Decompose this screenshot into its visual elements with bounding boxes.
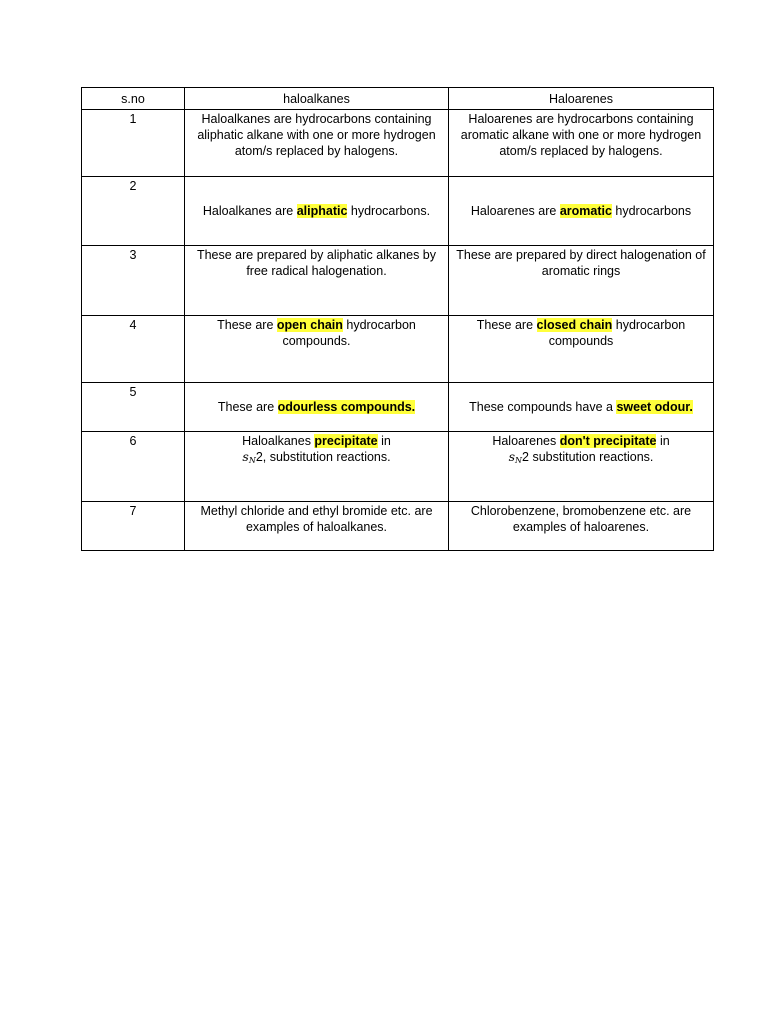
cell-text: in — [377, 434, 391, 448]
sn-symbol-subscript: N — [248, 456, 256, 465]
cell-text: Haloalkanes — [242, 434, 315, 448]
highlighted-term: precipitate — [314, 434, 378, 448]
header-haloarenes: Haloarenes — [449, 88, 714, 110]
cell-text: 2 substitution reactions. — [522, 450, 654, 464]
row-number: 5 — [82, 383, 185, 432]
haloarenes-cell — [449, 177, 714, 246]
haloarenes-cell: These are prepared by direct halogenation of aromatic rings — [449, 246, 714, 316]
row-number: 2 — [82, 177, 185, 246]
highlighted-term: odourless compounds. — [277, 400, 416, 414]
highlighted-term: sweet odour. — [616, 400, 693, 414]
table-row — [82, 432, 714, 502]
haloalkanes-cell: Methyl chloride and ethyl bromide etc. are examples of haloalkanes. — [185, 502, 449, 551]
haloarenes-cell: Chlorobenzene, bromobenzene etc. are examples of haloarenes. — [449, 502, 714, 551]
haloalkanes-cell — [185, 432, 449, 502]
cell-text: Haloarenes — [492, 434, 560, 448]
cell-text: in — [656, 434, 670, 448]
cell-text: hydrocarbon compounds — [548, 318, 686, 348]
cell-text: hydrocarbons — [611, 204, 692, 218]
row-number: 7 — [82, 502, 185, 551]
haloalkanes-cell: These are prepared by aliphatic alkanes by free radical halogenation. — [185, 246, 449, 316]
comparison-table — [81, 87, 714, 551]
table-header-row — [82, 88, 714, 110]
header-haloalkanes: haloalkanes — [185, 88, 449, 110]
table-row — [82, 246, 714, 316]
row-number: 6 — [82, 432, 185, 502]
cell-text: These are — [217, 318, 277, 332]
row-number: 1 — [82, 110, 185, 177]
table-row — [82, 383, 714, 432]
table-row — [82, 316, 714, 383]
sn-symbol — [509, 449, 522, 464]
highlighted-term: open chain — [276, 318, 343, 332]
highlighted-term: aromatic — [559, 204, 612, 218]
cell-text: Haloarenes are — [470, 204, 560, 218]
table-row — [82, 177, 714, 246]
haloalkanes-cell — [185, 383, 449, 432]
sn-symbol-subscript: N — [515, 456, 523, 465]
haloarenes-cell — [449, 316, 714, 383]
table-row — [82, 502, 714, 551]
row-number: 4 — [82, 316, 185, 383]
highlighted-term: aliphatic — [296, 204, 348, 218]
header-sno: s.no — [82, 88, 185, 110]
cell-text: hydrocarbons. — [347, 204, 431, 218]
cell-text: These are — [476, 318, 537, 332]
highlighted-term: closed chain — [536, 318, 613, 332]
sn-symbol-s: s — [242, 449, 249, 464]
cell-text: Haloalkanes are — [202, 204, 297, 218]
haloalkanes-cell — [185, 316, 449, 383]
haloarenes-cell: Haloarenes are hydrocarbons containing aromatic alkane with one or more hydrogen atom/s replaced by halogens. — [449, 110, 714, 177]
cell-text: These are — [217, 400, 278, 414]
haloalkanes-cell: Haloalkanes are hydrocarbons containing aliphatic alkane with one or more hydrogen atom/s replaced by halogens. — [185, 110, 449, 177]
highlighted-term: don't precipitate — [559, 434, 657, 448]
haloarenes-cell — [449, 432, 714, 502]
cell-text: 2, substitution reactions. — [255, 450, 391, 464]
sn-symbol-s: s — [508, 449, 516, 464]
cell-text: hydrocarbon compounds. — [282, 318, 416, 348]
cell-text: These compounds have a — [469, 400, 617, 414]
haloalkanes-cell — [185, 177, 449, 246]
haloarenes-cell — [449, 383, 714, 432]
row-number: 3 — [82, 246, 185, 316]
table-row — [82, 110, 714, 177]
sn-symbol — [242, 449, 255, 464]
